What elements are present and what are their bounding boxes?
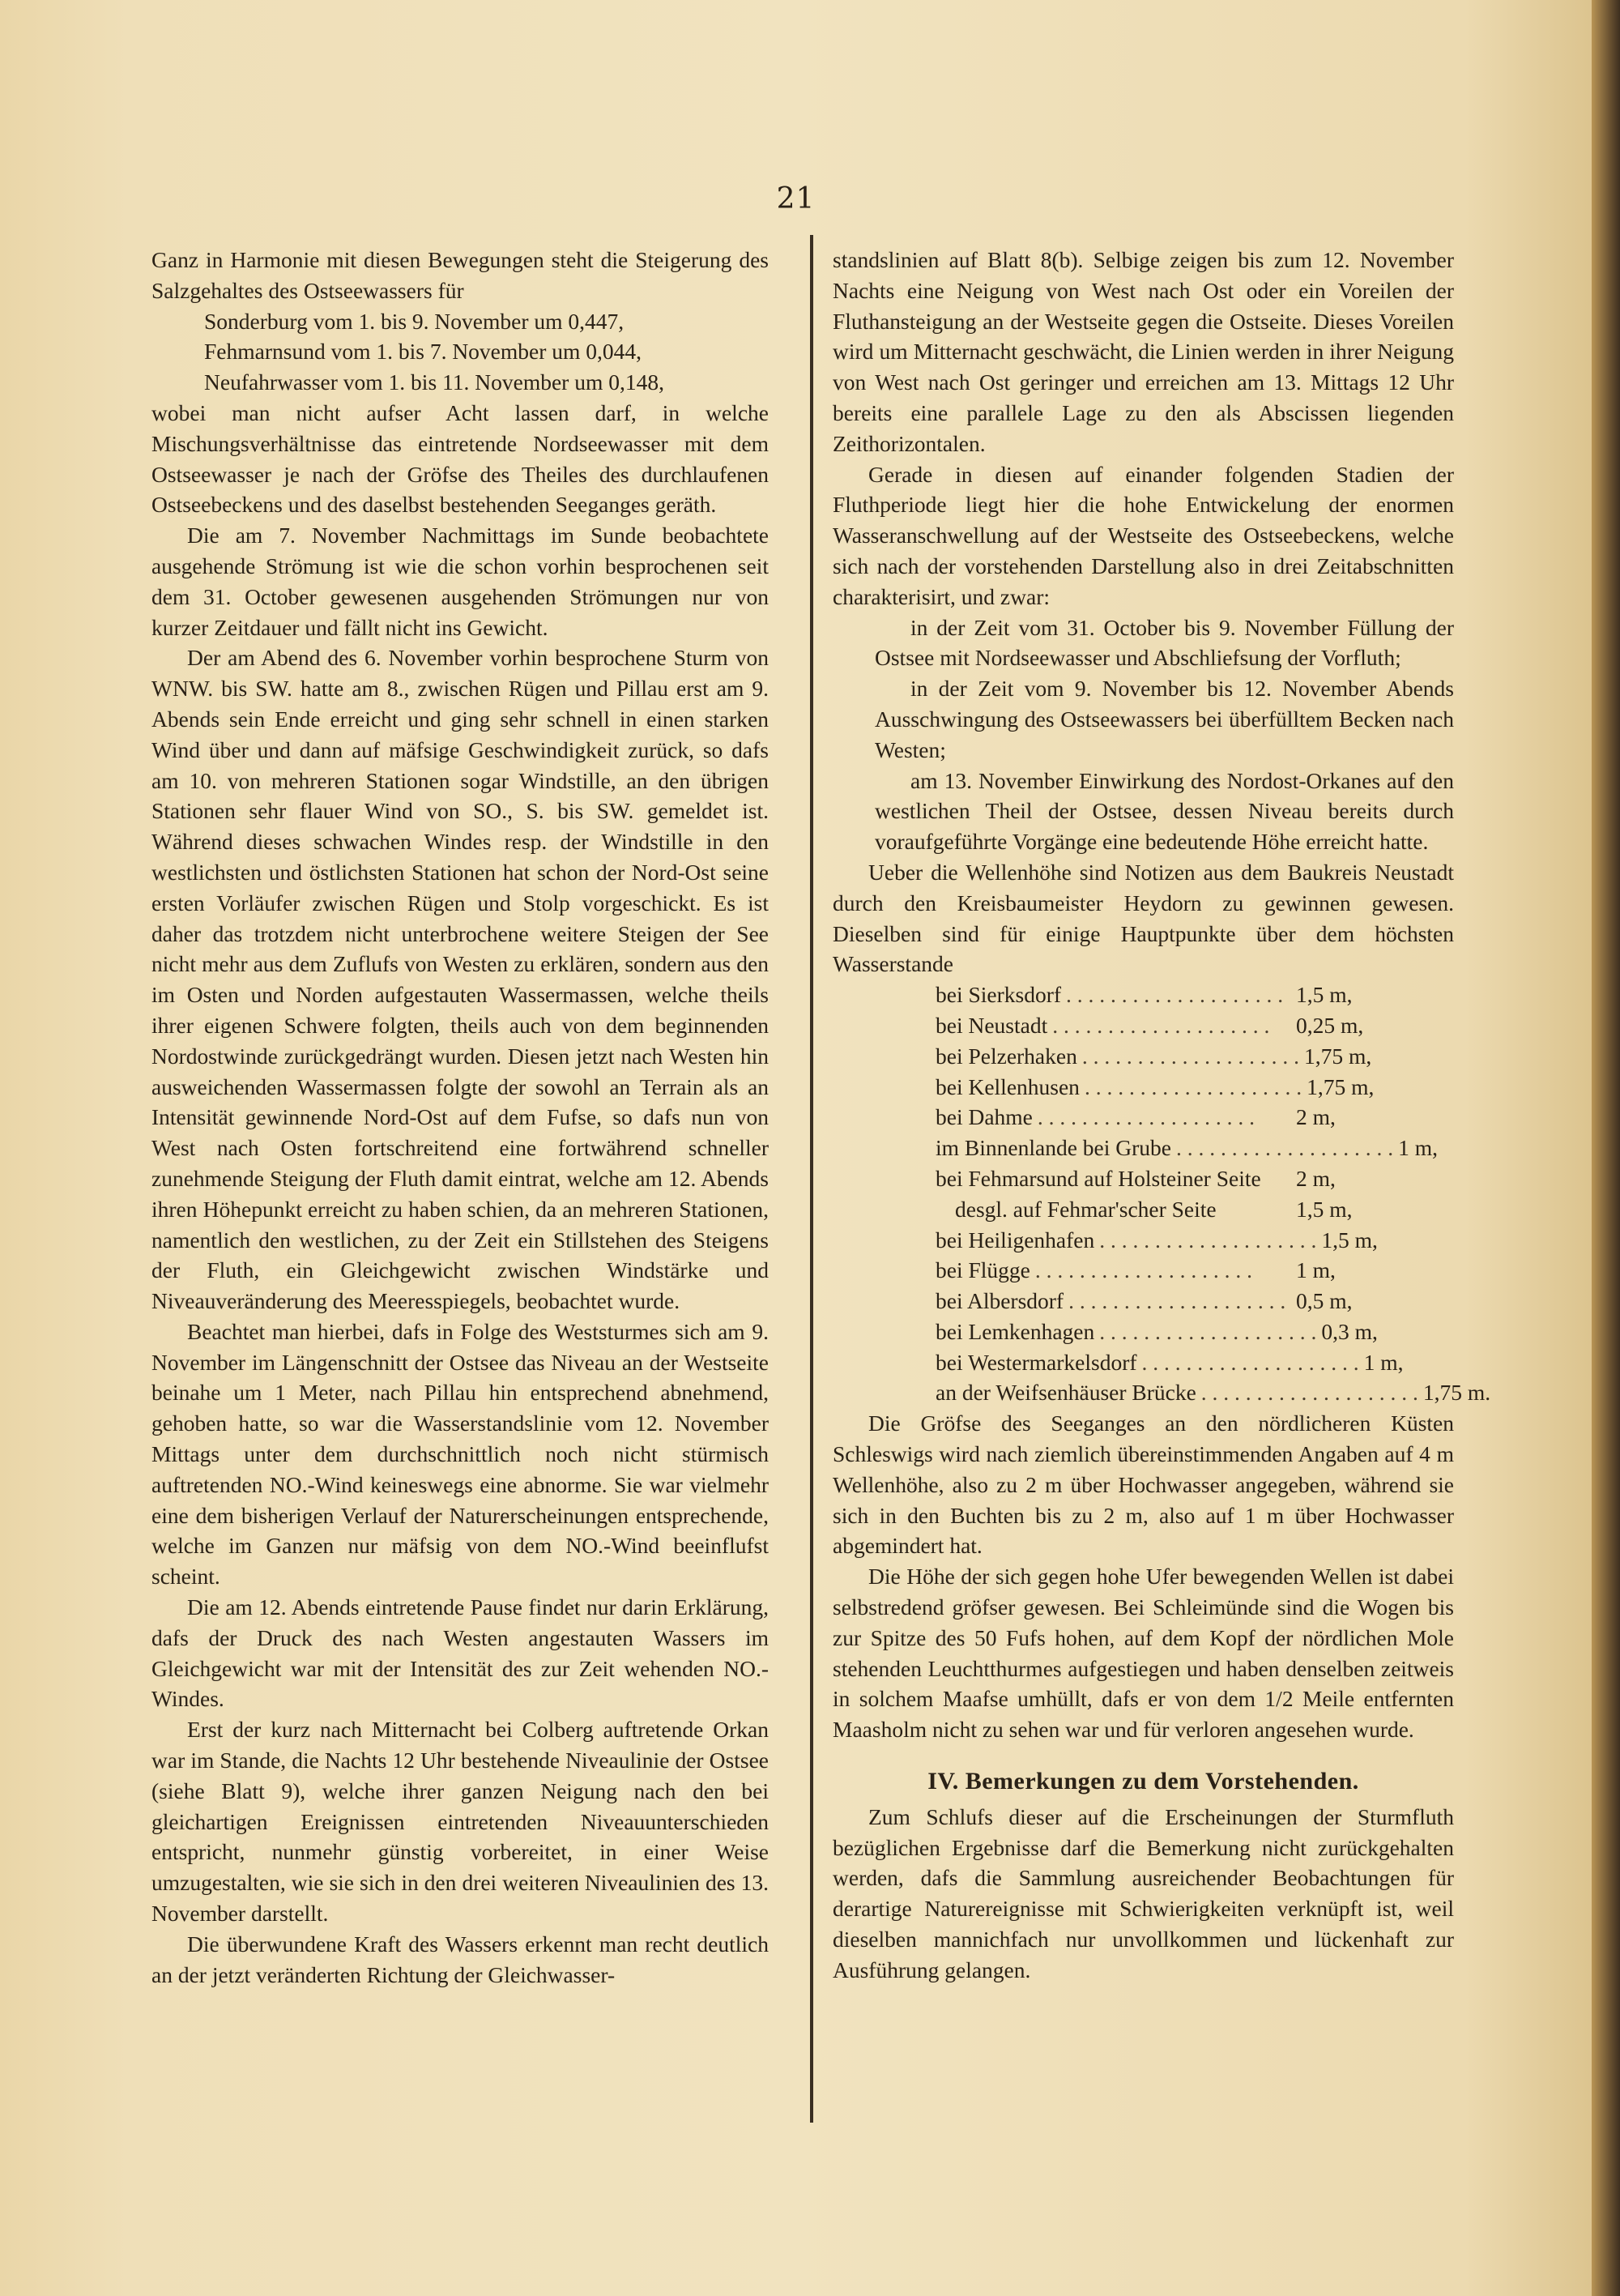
wave-height: 1,75 m. [1422, 1380, 1491, 1406]
stage-item: in der Zeit vom 31. October bis 9. November Füllung der Ostsee mit Nordseewasser und Abschliefsung der Vorfluth; [875, 614, 1454, 671]
place-name: bei Dahme [936, 1104, 1033, 1130]
right-column [833, 245, 1491, 1986]
place-name: bei Lemkenhagen [936, 1318, 1095, 1344]
paragraph: Beachtet man hierbei, dafs in Folge des Weststurmes sich am 9. November im Längenschnitt der Ostsee das Niveau an der Westseite beinahe um 1 Meter, nach Pillau hin entsprechend abnehmend, gehoben hatte, so war die Wasserstandslinie vom 12. November Mittags unter dem durchschnittlich noch nicht stürmisch auftretenden NO.-Wind keineswegs eine abnorme. Sie war vielmehr eine dem bisherigen Verlauf der Naturerscheinungen entsprechende, welche im Ganzen nur mäfsig von dem NO.-Wind beeinflufst scheint. [151, 1318, 769, 1590]
wave-height: 0,5 m, [1296, 1288, 1353, 1314]
wave-height: 1 m, [1363, 1349, 1404, 1375]
table-row: bei Westermarkelsdorf . . . . . . . . . . . . . . . . . . . . 1 m, [833, 1347, 1454, 1378]
paragraph: Die überwundene Kraft des Wassers erkennt man recht deutlich an der jetzt veränderten Richtung der Gleichwasser- [151, 1931, 769, 1987]
table-row: bei Lemkenhagen . . . . . . . . . . . . . . . . . . . . 0,3 m, [833, 1317, 1454, 1347]
salt-row-fehmarnsund: Fehmarnsund vom 1. bis 7. November um 0,044, [204, 339, 642, 365]
table-row: bei Pelzerhaken . . . . . . . . . . . . . . . . . . . . 1,75 m, [833, 1041, 1454, 1072]
place-name: bei Flügge [936, 1257, 1030, 1283]
wave-height: 2 m, [1296, 1104, 1336, 1130]
wave-height: 0,25 m, [1296, 1012, 1364, 1038]
stage-item: am 13. November Einwirkung des Nordost-Orkanes auf den westlichen Theil der Ostsee, dessen Niveau bereits durch voraufgeführte Vorgänge eine bedeutende Höhe erreicht hatte. [875, 767, 1454, 855]
table-row: an der Weifsenhäuser Brücke . . . . . . . . . . . . . . . . . . . . 1,75 m. [833, 1377, 1454, 1408]
paragraph: Erst der kurz nach Mitternacht bei Colberg auftretende Orkan war im Stande, die Nachts 12 Uhr bestehende Niveaulinie der Ostsee (siehe Blatt 9), welche ihrer ganzen Neigung nach den bei gleichartigen Ereignissen eintretenden Niveauunterschieden entspricht, nunmehr günstig vorbereitet, in einer Weise umzugestalten, wie sie sich in den drei weiteren Niveaulinien des 13. November darstellt. [151, 1717, 769, 1927]
paragraph: Der am Abend des 6. November vorhin besprochene Sturm von WNW. bis SW. hatte am 8., zwischen Rügen und Pillau erst am 9. Abends sein Ende erreicht und ging sehr schnell in einen starken Wind über und dann auf mäfsige Geschwindigkeit zurück, so dafs am 10. von mehreren Stationen sogar Windstille, an den übrigen Stationen sehr flauer Wind von SO., S. bis SW. gemeldet ist. Während dieses schwachen Windes resp. der Windstille in den westlichsten und östlichsten Stationen hat schon der Nord-Ost seine ersten Vorläufer zwischen Rügen und Stolp vorgeschickt. Es ist daher das trotzdem nicht unterbrochene weitere Steigen der See nicht mehr aus dem Zuflufs von Westen zu erklären, sondern aus den im Osten und Norden aufgestauten Wassermassen, welche theils ihrer eigenen Schwere folgten, theils auch von dem beginnenden Nordostwinde zurückgedrängt wurden. Diesen jetzt nach Westen hin ausweichenden Wassermassen folgte der sowohl an Terrain als an Intensität gewinnende Nord-Ost auf dem Fufse, so dafs nun von West nach Osten fortschreitend eine fortwährend schneller zunehmende Steigung der Fluth damit eintrat, welche am 12. Abends ihren Höhepunkt erreicht zu haben schien, da an mehreren Stationen, namentlich den westlichen, zu der Zeit ein Stillstehen des Steigens der Fluth, ein Gleichgewicht zwischen Windstärke und Niveauveränderung des Meeresspiegels, beobachtet wurde. [151, 645, 769, 1314]
wave-height: 1,5 m, [1321, 1227, 1378, 1253]
place-name: an der Weifsenhäuser Brücke [936, 1380, 1196, 1406]
paragraph: Gerade in diesen auf einander folgenden Stadien der Fluthperiode liegt hier die hohe Entwickelung der enormen Wasseranschwellung auf der Westseite des Ostseebeckens, welche sich nach der vorstehenden Darstellung also in drei Zeitabschnitten charakterisirt, und zwar: [833, 461, 1454, 609]
wave-height: 2 m, [1296, 1165, 1336, 1191]
salt-content-list [151, 306, 769, 398]
wave-height: 1,5 m, [1296, 982, 1353, 1008]
paragraph: Ueber die Wellenhöhe sind Notizen aus dem Baukreis Neustadt durch den Kreisbaumeister Heydorn zu gewinnen gewesen. Dieselben sind für einige Hauptpunkte über dem höchsten Wasserstande [833, 859, 1454, 977]
table-row [833, 1194, 1454, 1225]
table-row: bei Albersdorf . . . . . . . . . . . . . . . . . . . . 0,5 m, [833, 1286, 1454, 1317]
table-row: bei Flügge . . . . . . . . . . . . . . . . . . . . 1 m, [833, 1255, 1454, 1286]
place-name: bei Pelzerhaken [936, 1043, 1077, 1069]
paragraph-intro: Ganz in Harmonie mit diesen Bewegungen steht die Steigerung des Salzgehaltes des Ostseewassers für [151, 247, 769, 303]
paragraph: Die am 7. November Nachmittags im Sunde beobachtete ausgehende Strömung ist wie die schon vorhin besprochenen seit dem 31. October gewesenen ausgehenden Strömungen nur von kurzer Zeitdauer und fällt nicht ins Gewicht. [151, 523, 769, 640]
column-divider [810, 235, 813, 2123]
paragraph: Die Höhe der sich gegen hohe Ufer bewegenden Wellen ist dabei selbstredend gröfser gewesen. Bei Schleimünde sind die Wogen bis zur Spitze des 50 Fufs hohen, auf dem Kopf der nördlichen Mole stehenden Leuchtthurmes aufgestiegen und haben denselben zeitweis in solchem Maafse umhüllt, dafs er von dem 1/2 Meile entfernten Maasholm nicht zu sehen war und für verloren angesehen wurde. [833, 1564, 1454, 1743]
salt-row-sonderburg: Sonderburg vom 1. bis 9. November um 0,447, [204, 308, 625, 334]
section-heading: IV. Bemerkungen zu dem Vorstehenden. [927, 1768, 1359, 1795]
table-row: bei Sierksdorf . . . . . . . . . . . . . . . . . . . . 1,5 m, [833, 979, 1454, 1010]
paragraph-intro-continued: wobei man nicht aufser Acht lassen darf, in welche Mischungsverhältnisse das eintretende Nordseewasser mit dem Ostseewasser je nach der Gröfse des Theiles des durchlaufenen Ostseebeckens und des daselbst bestehenden Seeganges geräth. [151, 399, 769, 518]
place-name: bei Sierksdorf [936, 982, 1062, 1008]
table-row: bei Heiligenhafen . . . . . . . . . . . . . . . . . . . . 1,5 m, [833, 1225, 1454, 1256]
left-column [151, 245, 769, 1990]
table-row [833, 1163, 1454, 1194]
table-row: bei Dahme . . . . . . . . . . . . . . . . . . . . 2 m, [833, 1102, 1454, 1133]
place-name: desgl. auf Fehmar'scher Seite [955, 1196, 1217, 1222]
place-name: bei Kellenhusen [936, 1073, 1080, 1099]
stage-item: in der Zeit vom 9. November bis 12. November Abends Ausschwingung des Ostseewassers bei überfülltem Becken nach Westen; [875, 676, 1454, 762]
table-row: im Binnenlande bei Grube . . . . . . . . . . . . . . . . . . . . 1 m, [833, 1133, 1454, 1163]
place-name: bei Fehmarsund auf Holsteiner Seite [936, 1165, 1261, 1191]
page-number: 21 [776, 182, 816, 216]
book-edge [1592, 0, 1620, 2296]
paragraph: Die Gröfse des Seeganges an den nördlicheren Küsten Schleswigs wird nach ziemlich übereinstimmenden Angaben auf 4 m Wellenhöhe, also zu 2 m über Hochwasser angegeben, während sie sich in den Buchten bis zu 2 m, also auf 1 m über Hochwasser abgemindert hat. [833, 1410, 1454, 1559]
wave-height-table [833, 979, 1491, 1408]
wave-height: 0,3 m, [1321, 1318, 1378, 1344]
wave-height: 1,75 m, [1307, 1073, 1375, 1099]
paragraph: Die am 12. Abends eintretende Pause findet nur darin Erklärung, dafs der Druck des nach Westen angestauten Wassers im Gleichgewicht war mit der Intensität des zur Zeit wehenden NO.-Windes. [151, 1594, 769, 1712]
wave-height: 1 m, [1398, 1135, 1438, 1161]
table-row: bei Neustadt . . . . . . . . . . . . . . . . . . . . 0,25 m, [833, 1010, 1454, 1041]
place-name: bei Neustadt [936, 1012, 1048, 1038]
place-name: bei Albersdorf [936, 1288, 1064, 1314]
wave-height: 1,75 m, [1303, 1043, 1372, 1069]
place-name: bei Heiligenhafen [936, 1227, 1095, 1253]
paragraph-continued: standslinien auf Blatt 8(b). Selbige zeigen bis zum 12. November Nachts eine Neigung von West nach Ost oder ein Voreilen der Fluthansteigung an der Westseite gegen die Ostseite. Dieses Voreilen wird um Mitternacht geschwächt, die Linien werden in ihrer Neigung von West nach Ost geringer und erreichen am 13. Mittags 12 Uhr bereits eine parallele Lage zu den als Abscissen liegenden Zeithorizontalen. [833, 247, 1454, 456]
place-name: bei Westermarkelsdorf [936, 1349, 1137, 1375]
wave-height: 1,5 m, [1296, 1196, 1353, 1222]
salt-row-neufahrwasser: Neufahrwasser vom 1. bis 11. November um 0,148, [204, 369, 664, 395]
place-name: im Binnenlande bei Grube [936, 1135, 1171, 1161]
wave-height: 1 m, [1296, 1257, 1336, 1283]
paragraph: Zum Schlufs dieser auf die Erscheinungen der Sturmfluth bezüglichen Ergebnisse darf die Bemerkung nicht zurückgehalten werden, dafs die Sammlung ausreichender Beobachtungen für derartige Naturereignisse mit Schwierigkeiten verknüpft ist, weil dieselben mannichfach nur unvollkommen und lückenhaft zur Ausführung gelangen. [833, 1803, 1454, 1982]
table-row: bei Kellenhusen . . . . . . . . . . . . . . . . . . . . 1,75 m, [833, 1072, 1454, 1103]
